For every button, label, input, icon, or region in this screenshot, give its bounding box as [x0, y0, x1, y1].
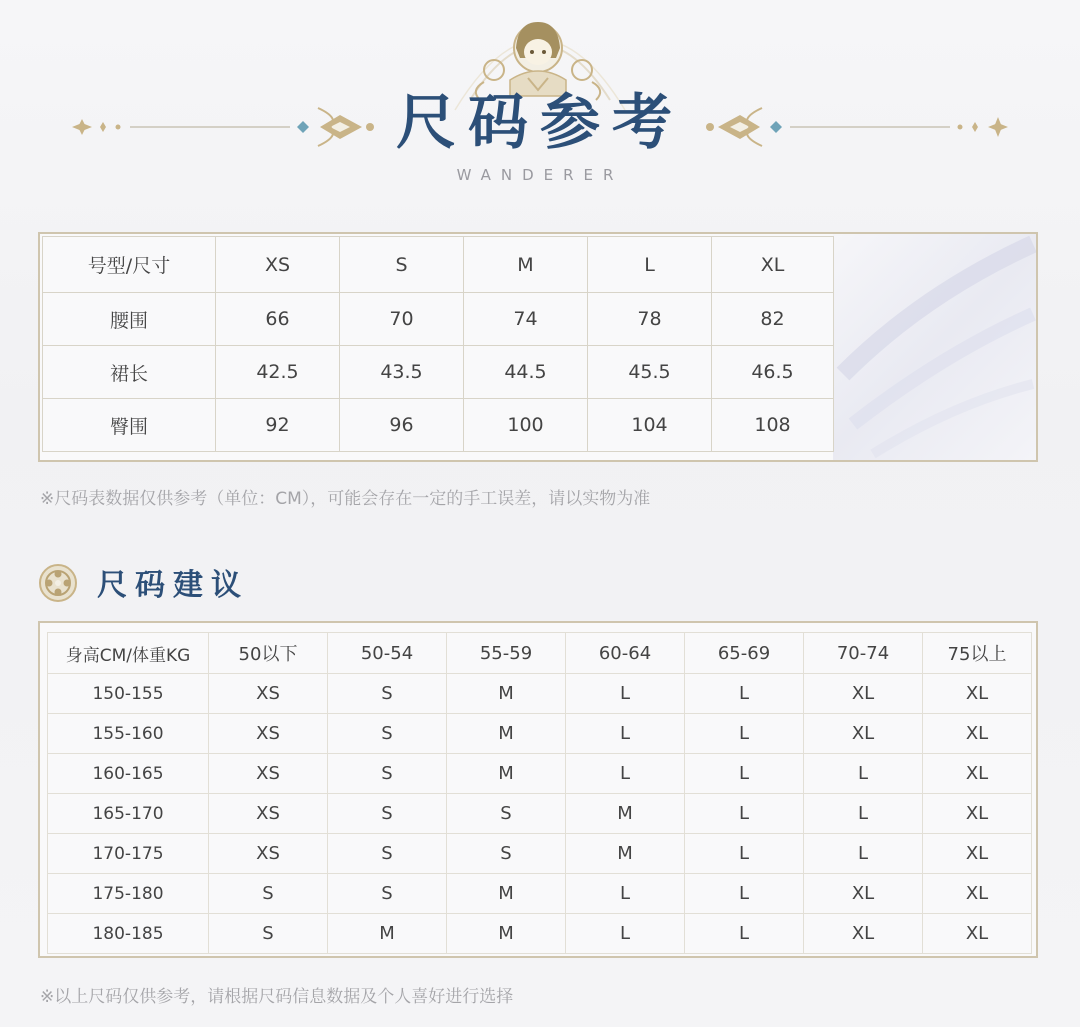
table-header-cell: XS: [216, 237, 340, 293]
table-cell: 180-185: [48, 914, 209, 954]
page-subtitle: WANDERER: [456, 166, 624, 184]
table-cell: XL: [923, 794, 1032, 834]
table-cell: 42.5: [216, 346, 340, 399]
feather-icon: [833, 234, 1036, 460]
table-cell: 150-155: [48, 674, 209, 714]
table-cell: S: [447, 834, 566, 874]
table-cell: 175-180: [48, 874, 209, 914]
table-header-cell: M: [464, 237, 588, 293]
table-row: [48, 714, 1032, 754]
table-row: [48, 633, 1032, 674]
table-row: [48, 834, 1032, 874]
table-cell: 裙长: [43, 346, 216, 399]
table-cell: 96: [340, 399, 464, 452]
table-cell: L: [566, 754, 685, 794]
table-cell: L: [566, 874, 685, 914]
table-cell: M: [447, 874, 566, 914]
table-cell: 155-160: [48, 714, 209, 754]
size-chart: [38, 232, 1038, 462]
table-header-cell: 70-74: [804, 633, 923, 674]
table-cell: XL: [923, 714, 1032, 754]
table-cell: 46.5: [712, 346, 834, 399]
table-cell: 160-165: [48, 754, 209, 794]
table-cell: 74: [464, 293, 588, 346]
table-cell: XL: [923, 874, 1032, 914]
table-cell: M: [447, 674, 566, 714]
recommend-note: ※以上尺码仅供参考，请根据尺码信息数据及个人喜好进行选择: [40, 987, 514, 1007]
table-cell: 44.5: [464, 346, 588, 399]
table-cell: S: [447, 794, 566, 834]
table-cell: S: [209, 874, 328, 914]
header: [0, 0, 1080, 200]
table-cell: 165-170: [48, 794, 209, 834]
table-cell: XS: [209, 834, 328, 874]
table-header-cell: 号型/尺寸: [43, 237, 216, 293]
table-cell: L: [804, 754, 923, 794]
table-header-cell: 50-54: [328, 633, 447, 674]
table-cell: 82: [712, 293, 834, 346]
recommend-table: [47, 632, 1032, 954]
table-cell: 70: [340, 293, 464, 346]
table-row: [43, 346, 834, 399]
table-cell: M: [328, 914, 447, 954]
table-header-cell: 65-69: [685, 633, 804, 674]
table-cell: M: [447, 754, 566, 794]
table-cell: L: [685, 754, 804, 794]
table-cell: XL: [804, 674, 923, 714]
table-cell: XS: [209, 714, 328, 754]
table-cell: L: [566, 914, 685, 954]
table-cell: 78: [588, 293, 712, 346]
table-cell: 108: [712, 399, 834, 452]
table-cell: S: [328, 874, 447, 914]
table-cell: 臀围: [43, 399, 216, 452]
table-row: [48, 754, 1032, 794]
table-row: [43, 293, 834, 346]
table-cell: L: [685, 874, 804, 914]
table-cell: 45.5: [588, 346, 712, 399]
table-cell: L: [685, 834, 804, 874]
table-cell: XL: [923, 914, 1032, 954]
table-header-cell: 60-64: [566, 633, 685, 674]
table-cell: XL: [923, 834, 1032, 874]
table-cell: M: [566, 794, 685, 834]
table-cell: S: [328, 674, 447, 714]
table-row: [48, 914, 1032, 954]
table-cell: S: [328, 754, 447, 794]
table-header-cell: 50以下: [209, 633, 328, 674]
table-cell: S: [328, 794, 447, 834]
table-cell: L: [685, 674, 804, 714]
table-cell: M: [447, 914, 566, 954]
table-header-cell: 75以上: [923, 633, 1032, 674]
table-cell: L: [566, 674, 685, 714]
table-cell: L: [804, 834, 923, 874]
table-cell: XL: [923, 754, 1032, 794]
recommend-chart: [38, 621, 1038, 958]
table-row: [48, 874, 1032, 914]
table-cell: 100: [464, 399, 588, 452]
page-title: 尺码参考: [396, 88, 684, 158]
table-cell: M: [447, 714, 566, 754]
recommend-title: 尺码建议: [97, 568, 249, 603]
table-cell: M: [566, 834, 685, 874]
table-cell: 92: [216, 399, 340, 452]
table-row: [48, 794, 1032, 834]
table-cell: 腰围: [43, 293, 216, 346]
table-cell: S: [328, 714, 447, 754]
table-cell: L: [685, 794, 804, 834]
table-cell: 170-175: [48, 834, 209, 874]
table-header-cell: XL: [712, 237, 834, 293]
table-cell: 66: [216, 293, 340, 346]
table-cell: 104: [588, 399, 712, 452]
size-table: [42, 236, 834, 452]
table-row: [48, 674, 1032, 714]
table-cell: XS: [209, 674, 328, 714]
table-header-cell: 55-59: [447, 633, 566, 674]
table-cell: XL: [804, 714, 923, 754]
table-cell: 43.5: [340, 346, 464, 399]
table-cell: S: [209, 914, 328, 954]
table-cell: L: [685, 714, 804, 754]
size-chart-note: ※尺码表数据仅供参考（单位：CM），可能会存在一定的手工误差，请以实物为准: [40, 489, 651, 509]
table-cell: L: [804, 794, 923, 834]
table-header-cell: S: [340, 237, 464, 293]
flower-emblem-icon: [38, 563, 78, 603]
table-row: [43, 399, 834, 452]
table-cell: XL: [923, 674, 1032, 714]
table-cell: XL: [804, 874, 923, 914]
table-cell: S: [328, 834, 447, 874]
table-header-cell: L: [588, 237, 712, 293]
table-cell: XL: [804, 914, 923, 954]
table-cell: L: [566, 714, 685, 754]
table-cell: L: [685, 914, 804, 954]
table-row: [43, 237, 834, 293]
table-cell: XS: [209, 794, 328, 834]
table-header-cell: 身高CM/体重KG: [48, 633, 209, 674]
table-cell: XS: [209, 754, 328, 794]
feather-decoration: [833, 234, 1036, 460]
